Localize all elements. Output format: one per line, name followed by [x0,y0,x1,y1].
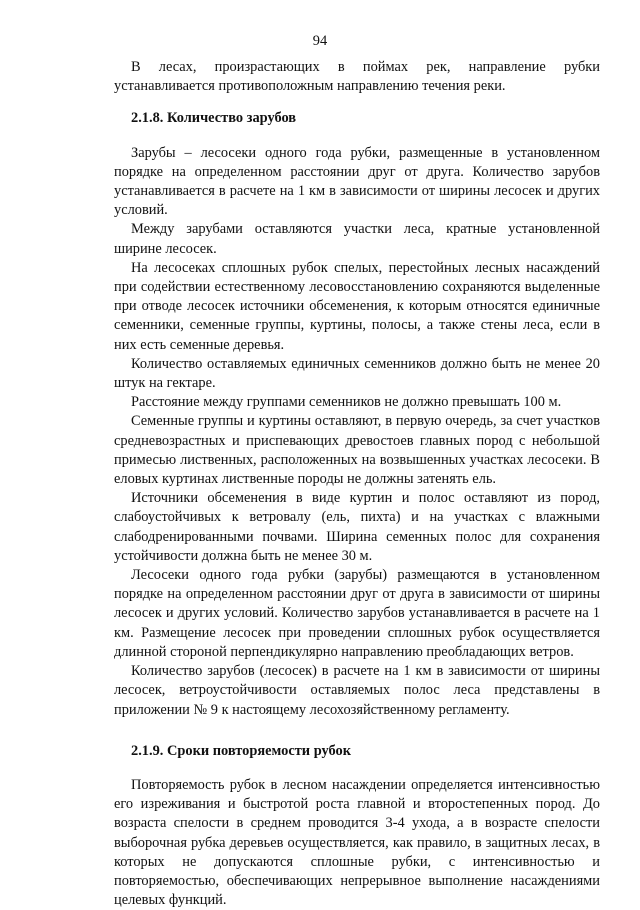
page-content [114,58,600,910]
paragraph: Между зарубами оставляются участки леса, кратные установленной ширине лесосек. [114,221,600,257]
paragraph: Повторяемость рубок в лесном насаждении определяется интенсивностью его изреживания и быстротой роста главной и второстепенных пород. До возраста спелости в среднем проводится 3-4 ухода, а в возрасте спелости выборочная рубка деревьев осуществляется, как правило, в защитных лесах, в которых не допускаются сплошные рубки, с интенсивностью и повторяемостью, обеспечивающих непрерывное выполнение насаждениями целевых функций. [114,776,600,909]
paragraph: Семенные группы и куртины оставляют, в первую очередь, за счет участков средневозрастных и приспевающих древостоев главных пород с небольшой примесью лиственных, расположенных на возвышенных участках лесосеки. В еловых куртинах лиственные породы не должны затенять ель. [114,413,600,488]
paragraph: Зарубы – лесосеки одного года рубки, размещенные в установленном порядке на определенном расстоянии друг от друга. Количество зарубов устанавливается в расчете на 1 км в зависимости от ширины лесосек и других условий. [114,144,600,219]
paragraph: Лесосеки одного года рубки (зарубы) размещаются в установленном порядке на определенном расстоянии друг от друга в зависимости от ширины лесосек и других условий. Количество зарубов устанавливается в расчете на 1 км. Размещение лесосек при проведении сплошных рубок осуществляется длинной стороной перпендикулярно направлению преобладающих ветров. [114,567,600,660]
paragraph: На лесосеках сплошных рубок спелых, перестойных лесных насаждений при содействии естественному лесовосстановлению сохраняются выделенные при отводе лесосек источники обсеменения, к которым относятся единичные семенники, семенные группы, куртины, полосы, а также стены леса, если в них есть семенные деревья. [114,259,600,353]
paragraph: Количество оставляемых единичных семенников должно быть не менее 20 штук на гектаре. [114,355,600,392]
section-heading-2-1-8: 2.1.8. Количество зарубов [131,110,297,127]
paragraph: Источники обсеменения в виде куртин и полос оставляют из пород, слабоустойчивых к ветровалу (ель, пихта) и на участках с влажными слабодренированными почвами. Ширина семенных полос для сохранения устойчивости должна быть не менее 30 м. [114,490,600,564]
page-number: 94 [312,33,328,49]
paragraph: Расстояние между группами семенников не должно превышать 100 м. [131,394,562,411]
intro-paragraph: В лесах, произрастающих в поймах рек, направление рубки устанавливается противоположным направлению течения реки. [114,59,600,95]
section-heading-2-1-9: 2.1.9. Сроки повторяемости рубок [131,742,352,759]
paragraph: Количество зарубов (лесосек) в расчете на 1 км в зависимости от ширины лесосек, ветроустойчивости оставляемых полос леса представлены в приложении № 9 к настоящему лесохозяйственному регламенту. [114,663,600,718]
